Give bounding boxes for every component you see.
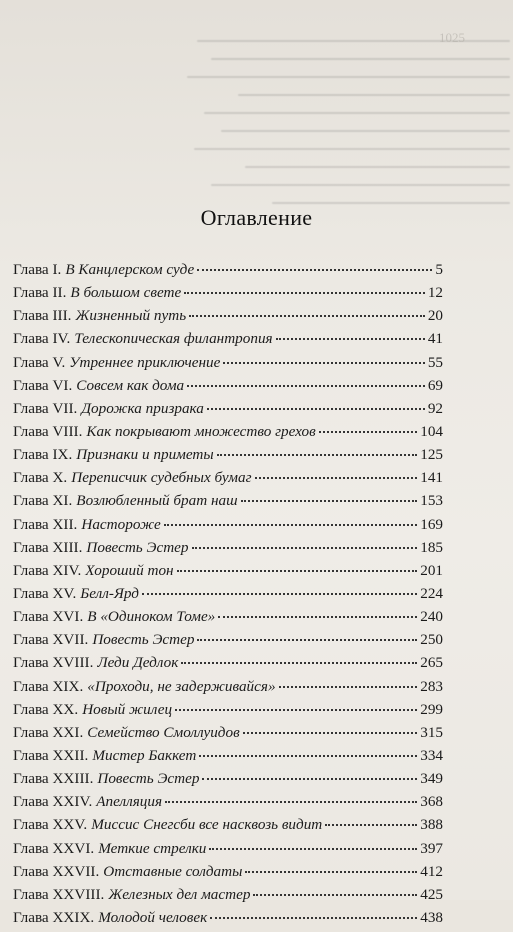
toc-entry bbox=[13, 816, 443, 839]
chapter-number: Глава VIII. bbox=[13, 422, 83, 440]
chapter-title: Новый жилец bbox=[82, 700, 173, 718]
page-reference: 69 bbox=[427, 376, 443, 394]
chapter-title: Повесть Эстер bbox=[86, 538, 189, 556]
chapter-title: Признаки и приметы bbox=[76, 446, 214, 464]
dot-leader bbox=[223, 362, 424, 364]
dot-leader bbox=[243, 732, 418, 734]
page-reference: 169 bbox=[420, 515, 443, 533]
toc-entry bbox=[13, 469, 443, 492]
dot-leader bbox=[177, 570, 418, 572]
table-of-contents bbox=[13, 261, 443, 932]
chapter-number: Глава IV. bbox=[13, 330, 71, 348]
toc-entry bbox=[13, 562, 443, 585]
toc-entry bbox=[13, 307, 443, 330]
toc-entry bbox=[13, 631, 443, 654]
toc-entry bbox=[13, 261, 443, 284]
chapter-number: Глава XXII. bbox=[13, 746, 89, 764]
chapter-title: В «Одиноком Томе» bbox=[87, 608, 216, 626]
page-reference: 397 bbox=[420, 839, 443, 857]
page-reference: 55 bbox=[427, 353, 443, 371]
chapter-number: Глава XXIV. bbox=[13, 793, 93, 811]
page-reference: 388 bbox=[420, 816, 443, 834]
dot-leader bbox=[189, 315, 425, 317]
toc-entry bbox=[13, 585, 443, 608]
chapter-title: Телескопическая филантропия bbox=[74, 330, 273, 348]
chapter-number: Глава XXI. bbox=[13, 723, 84, 741]
dot-leader bbox=[255, 477, 418, 479]
chapter-title: Как покрывают множество грехов bbox=[86, 422, 316, 440]
page-reference: 104 bbox=[420, 422, 443, 440]
chapter-title: Переписчик судебных бумаг bbox=[71, 469, 252, 487]
page-reference: 283 bbox=[420, 677, 443, 695]
chapter-title: Возлюбленный брат наш bbox=[76, 492, 238, 510]
show-through-text bbox=[170, 40, 510, 275]
page-reference: 92 bbox=[427, 399, 443, 417]
page-reference: 299 bbox=[420, 700, 443, 718]
chapter-number: Глава II. bbox=[13, 284, 67, 302]
toc-entry bbox=[13, 654, 443, 677]
chapter-title: Леди Дедлок bbox=[97, 654, 179, 672]
page-reference: 349 bbox=[420, 770, 443, 788]
chapter-number: Глава X. bbox=[13, 469, 68, 487]
toc-entry bbox=[13, 354, 443, 377]
page-reference: 5 bbox=[435, 261, 443, 278]
dot-leader bbox=[279, 686, 418, 688]
chapter-number: Глава XIX. bbox=[13, 677, 84, 695]
page-reference: 315 bbox=[420, 723, 443, 741]
chapter-number: Глава XXVI. bbox=[13, 839, 95, 857]
chapter-number: Глава XXV. bbox=[13, 816, 88, 834]
chapter-number: Глава V. bbox=[13, 353, 66, 371]
dot-leader bbox=[253, 894, 417, 896]
dot-leader bbox=[202, 778, 417, 780]
dot-leader bbox=[209, 848, 417, 850]
chapter-number: Глава XII. bbox=[13, 515, 78, 533]
page-reference: 12 bbox=[427, 284, 443, 302]
dot-leader bbox=[319, 431, 417, 433]
chapter-number: Глава XXVII. bbox=[13, 862, 100, 880]
dot-leader bbox=[142, 593, 417, 595]
page-reference: 153 bbox=[420, 492, 443, 510]
chapter-number: Глава XV. bbox=[13, 584, 77, 602]
chapter-number: Глава IX. bbox=[13, 446, 73, 464]
page-reference: 240 bbox=[420, 608, 443, 626]
page-reference: 368 bbox=[420, 793, 443, 811]
dot-leader bbox=[241, 500, 418, 502]
chapter-number: Глава XVI. bbox=[13, 608, 84, 626]
toc-entry bbox=[13, 863, 443, 886]
toc-entry bbox=[13, 516, 443, 539]
page-title: Оглавление bbox=[200, 205, 313, 230]
dot-leader bbox=[325, 824, 417, 826]
page-reference: 425 bbox=[420, 885, 443, 903]
chapter-number: Глава VII. bbox=[13, 399, 78, 417]
dot-leader bbox=[207, 408, 425, 410]
dot-leader bbox=[175, 709, 417, 711]
chapter-title: Повесть Эстер bbox=[92, 631, 195, 649]
toc-entry bbox=[13, 909, 443, 932]
page-reference: 438 bbox=[420, 908, 443, 926]
chapter-number: Глава XX. bbox=[13, 700, 79, 718]
page-reference: 412 bbox=[420, 862, 443, 880]
toc-entry bbox=[13, 377, 443, 400]
toc-entry bbox=[13, 793, 443, 816]
chapter-title: Мистер Баккет bbox=[92, 746, 197, 764]
chapter-number: Глава XVIII. bbox=[13, 654, 94, 672]
chapter-title: Железных дел мастер bbox=[108, 885, 251, 903]
toc-entry bbox=[13, 747, 443, 770]
chapter-title: Семейство Смоллуидов bbox=[87, 723, 240, 741]
page-reference: 334 bbox=[420, 746, 443, 764]
page-reference: 41 bbox=[427, 330, 443, 348]
chapter-title: Меткие стрелки bbox=[98, 839, 207, 857]
toc-entry bbox=[13, 840, 443, 863]
dot-leader bbox=[165, 801, 417, 803]
toc-entry bbox=[13, 678, 443, 701]
toc-entry bbox=[13, 423, 443, 446]
dot-leader bbox=[192, 547, 418, 549]
chapter-title: Настороже bbox=[81, 515, 161, 533]
page-reference: 265 bbox=[420, 654, 443, 672]
chapter-title: Жизненный путь bbox=[75, 307, 187, 325]
page-reference: 185 bbox=[420, 538, 443, 556]
chapter-title: Отставные солдаты bbox=[103, 862, 243, 880]
toc-entry bbox=[13, 492, 443, 515]
chapter-title: Миссис Снегсби все насквозь видит bbox=[91, 816, 323, 834]
toc-entry bbox=[13, 284, 443, 307]
toc-entry bbox=[13, 446, 443, 469]
page-reference: 20 bbox=[427, 307, 443, 325]
dot-leader bbox=[184, 292, 425, 294]
toc-entry bbox=[13, 886, 443, 909]
toc-entry bbox=[13, 400, 443, 423]
dot-leader bbox=[218, 616, 417, 618]
chapter-number: Глава XIII. bbox=[13, 538, 83, 556]
chapter-number: Глава III. bbox=[13, 307, 72, 325]
chapter-number: Глава XIV. bbox=[13, 561, 82, 579]
chapter-title: Апелляция bbox=[96, 793, 163, 811]
page-reference: 141 bbox=[420, 469, 443, 487]
dot-leader bbox=[276, 338, 425, 340]
chapter-number: Глава VI. bbox=[13, 376, 73, 394]
toc-entry bbox=[13, 724, 443, 747]
page-reference: 201 bbox=[420, 561, 443, 579]
page-reference: 125 bbox=[420, 446, 443, 464]
chapter-number: Глава XVII. bbox=[13, 631, 89, 649]
toc-entry bbox=[13, 770, 443, 793]
chapter-title: Хороший тон bbox=[85, 561, 174, 579]
page-reference: 224 bbox=[420, 584, 443, 602]
chapter-number: Глава XXIX. bbox=[13, 908, 95, 926]
dot-leader bbox=[245, 871, 417, 873]
chapter-number: Глава XXVIII. bbox=[13, 885, 105, 903]
dot-leader bbox=[187, 385, 425, 387]
toc-entry bbox=[13, 330, 443, 353]
page-number: 1025 bbox=[439, 30, 465, 45]
dot-leader bbox=[197, 269, 432, 271]
toc-entry bbox=[13, 539, 443, 562]
chapter-title: Утреннее приключение bbox=[69, 353, 221, 371]
chapter-title: «Проходи, не задерживайся» bbox=[87, 677, 276, 695]
toc-entry bbox=[13, 701, 443, 724]
chapter-number: Глава XI. bbox=[13, 492, 73, 510]
chapter-title: В большом свете bbox=[70, 284, 182, 302]
toc-entry bbox=[13, 608, 443, 631]
chapter-title: Белл-Ярд bbox=[80, 584, 139, 602]
dot-leader bbox=[199, 755, 417, 757]
chapter-number: Глава XXIII. bbox=[13, 770, 94, 788]
dot-leader bbox=[164, 524, 418, 526]
chapter-title: В Канцлерском суде bbox=[65, 261, 195, 278]
dot-leader bbox=[197, 639, 417, 641]
chapter-number: Глава I. bbox=[13, 261, 62, 278]
chapter-title: Повесть Эстер bbox=[97, 770, 200, 788]
page-reference: 250 bbox=[420, 631, 443, 649]
chapter-title: Молодой человек bbox=[98, 908, 208, 926]
dot-leader bbox=[181, 662, 417, 664]
chapter-title: Дорожка призрака bbox=[81, 399, 204, 417]
chapter-title: Совсем как дома bbox=[76, 376, 185, 394]
dot-leader bbox=[217, 454, 418, 456]
dot-leader bbox=[210, 917, 417, 919]
